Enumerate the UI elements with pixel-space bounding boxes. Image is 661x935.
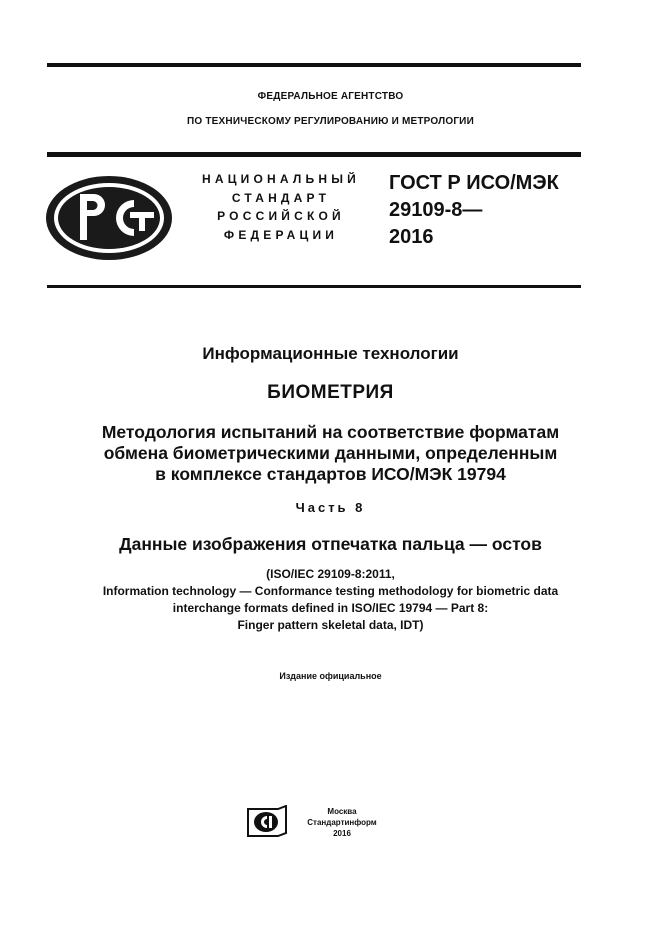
english-title	[0, 566, 661, 634]
english-line-2: Information technology — Conformance testing methodology for biometric data	[102, 584, 559, 598]
gost-logo-icon	[44, 174, 174, 262]
designation-line-1: ГОСТ Р ИСО/МЭК	[389, 172, 559, 194]
publisher-name: Стандартинформ	[307, 818, 377, 827]
agency-line-1: ФЕДЕРАЛЬНОЕ АГЕНТСТВО	[257, 91, 404, 102]
publisher-city: Москва	[327, 807, 357, 816]
agency-line-2: ПО ТЕХНИЧЕСКОМУ РЕГУЛИРОВАНИЮ И МЕТРОЛОГИИ	[187, 116, 474, 127]
english-line-3: interchange formats defined in ISO/IEC 19794 — Part 8:	[172, 601, 489, 615]
edition-label: Издание официальное	[279, 671, 382, 681]
title-line-1: Информационные технологии	[202, 344, 459, 363]
title-line-3b: обмена биометрическими данными, определенным	[103, 443, 558, 463]
designation-line-3: 2016	[389, 226, 434, 248]
standard-type-line: СТАНДАРТ	[231, 190, 331, 205]
title-line-3	[0, 422, 661, 485]
english-line-1: (ISO/IEC 29109-8:2011,	[266, 567, 395, 581]
standard-block-rule	[47, 285, 581, 288]
title-line-2: БИОМЕТРИЯ	[267, 382, 394, 403]
top-rule	[47, 63, 581, 67]
standard-type-line: ФЕДЕРАЦИИ	[223, 227, 339, 242]
publisher-logo-icon	[246, 805, 288, 839]
part-title: Данные изображения отпечатка пальца — остов	[119, 534, 542, 554]
standard-designation	[389, 170, 589, 251]
english-line-4: Finger pattern skeletal data, IDT)	[237, 618, 424, 632]
standard-type-line: НАЦИОНАЛЬНЫЙ	[201, 172, 361, 186]
header-rule	[47, 152, 581, 157]
designation-line-2: 29109-8—	[389, 199, 483, 221]
part-number: Часть 8	[295, 500, 366, 515]
standard-type	[186, 170, 376, 244]
standard-type-line: РОССИЙСКОЙ	[217, 209, 345, 223]
title-line-3a: Методология испытаний на соответствие форматам	[101, 422, 560, 442]
publisher-info	[292, 806, 392, 839]
title-line-3c: в комплексе стандартов ИСО/МЭК 19794	[155, 464, 506, 484]
publisher-year: 2016	[333, 829, 351, 838]
